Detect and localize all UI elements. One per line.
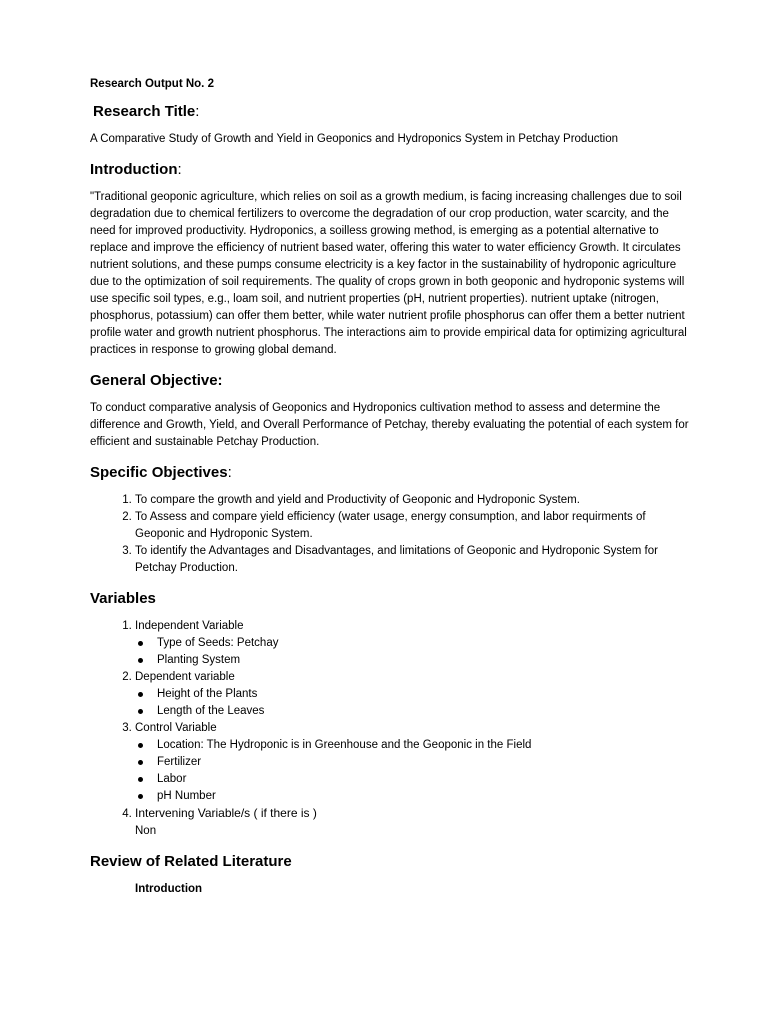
specific-objectives-colon: : [227,464,232,481]
variables-heading: Variables [90,590,156,607]
control-items [135,737,690,805]
variable-intervening-value: Non [135,825,157,837]
document-page [90,78,690,895]
list-item: 1. To compare the growth and yield and Productivity of Geoponic and Hydroponic System. [135,492,690,509]
dependent-items [135,686,690,720]
introduction-paragraph: "Traditional geoponic agriculture, which relies on soil as a growth medium, is facing increasing challenges due to soil degradation due to chemical fertilizers to overcome the degradation of our crop production, water scarcity, and the need for improved productivity. Hydroponics, a soilless growing method, is emerging as a potential alternative to replace and improve the efficiency of nutrient based water, offering this water to water efficiency Growth. It circulates nutrient solutions, and these pumps consume electricity is a key factor in the sustainability of hydroponic agriculture due to the optimization of soil requirements. The quality of crops grown in both geoponic and hydroponic systems will use specific soil types, e.g., loam soil, and nutrient properties (pH, nutrient properties). nutrient uptake (nitrogen, phosphorus, potassium) can offer them better, while water nutrient profile phosphorus can offer them a better nutrient profile water and growth nutrient phosphorus. The interactions aim to provide empirical data for optimizing agricultural practices in response to growing global demand. [90,191,687,356]
research-title-heading [93,103,690,120]
research-title-text: A Comparative Study of Growth and Yield in Geoponics and Hydroponics System in Petchay Production [90,133,619,145]
list-item: Type of Seeds: Petchay [157,635,690,652]
introduction-colon: : [177,161,182,178]
variable-intervening [135,805,690,840]
list-item: Labor [157,771,690,788]
independent-items [135,635,690,669]
list-item: 3. To identify the Advantages and Disadvantages, and limitations of Geoponic and Hydroponic System for Petchay Production. [135,543,690,577]
list-item: Length of the Leaves [157,703,690,720]
specific-objectives-heading [90,464,690,481]
list-item: Fertilizer [157,754,690,771]
list-item: Height of the Plants [157,686,690,703]
variable-dependent-label: Dependent variable [135,671,235,683]
list-item: Location: The Hydroponic is in Greenhouse and the Geoponic in the Field [157,737,690,754]
variables-list [90,618,690,840]
variable-intervening-label: Intervening Variable/s ( if there is ) [135,806,317,820]
variable-control-label: Control Variable [135,722,217,734]
list-item: pH Number [157,788,690,805]
specific-objectives-heading-text: Specific Objectives [90,464,228,481]
variable-control [135,720,690,805]
research-output-number: Research Output No. 2 [90,78,214,90]
variable-independent-label: Independent Variable [135,620,244,632]
specific-objectives-list [90,492,690,577]
research-title-heading-text: Research Title [93,103,196,120]
general-objective-heading: General Objective: [90,372,223,389]
general-objective-paragraph: To conduct comparative analysis of Geoponics and Hydroponics cultivation method to assess and determine the difference and Growth, Yield, and Overall Performance of Petchay, thereby evaluating the potential of each system for efficient and sustainable Petchay Production. [90,402,689,448]
list-item: 2. To Assess and compare yield efficiency (water usage, energy consumption, and labor requirments of Geoponic and Hydroponic System. [135,509,690,543]
review-heading: Review of Related Literature [90,853,292,870]
variable-independent [135,618,690,669]
list-item: Planting System [157,652,690,669]
research-title-colon: : [195,103,200,120]
review-introduction-subheading: Introduction [135,883,203,895]
introduction-heading-text: Introduction [90,161,178,178]
introduction-heading [90,161,690,178]
variable-dependent [135,669,690,720]
